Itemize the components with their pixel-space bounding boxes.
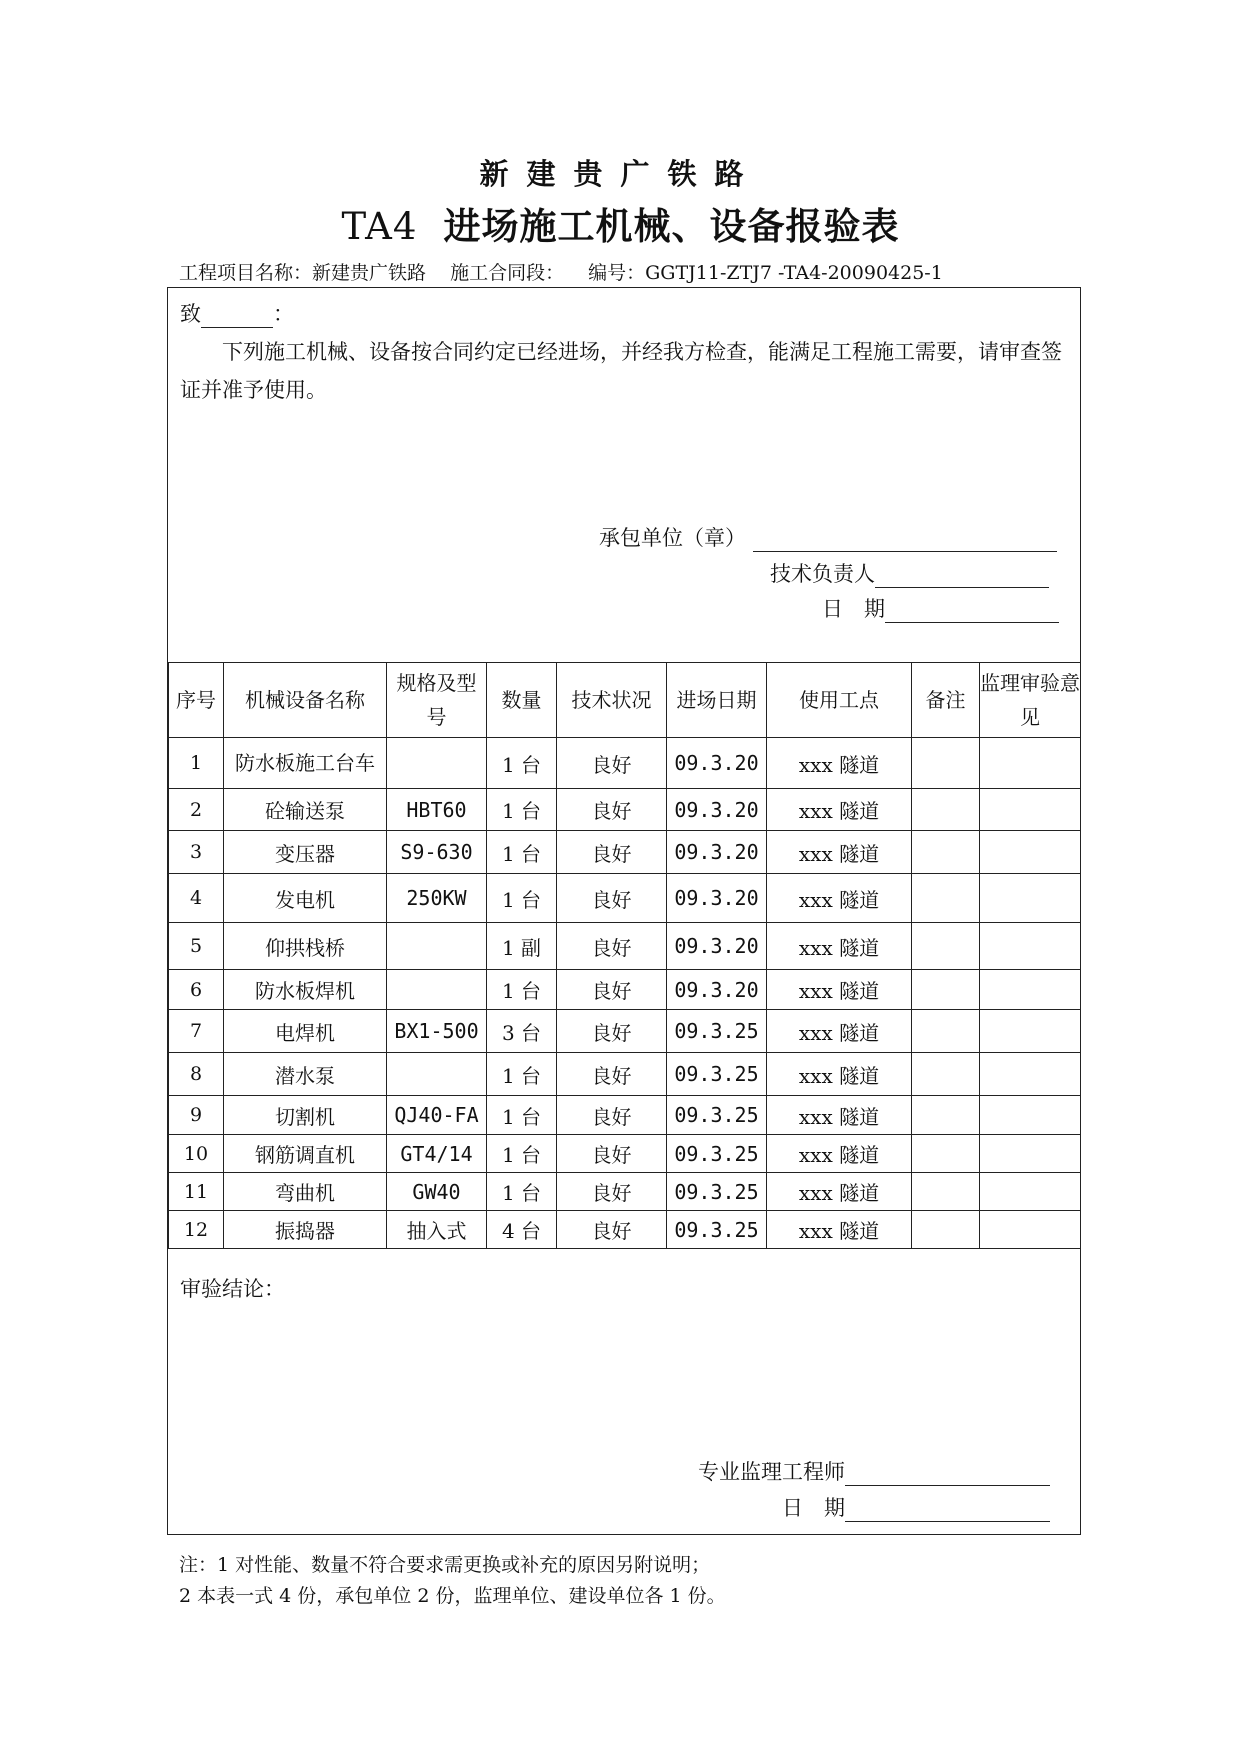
form-code: TA4 [341, 205, 418, 248]
cell-spec: QJ40-FA [387, 1096, 487, 1135]
table-row [169, 970, 1081, 1010]
cell-qty: 3 台 [487, 1010, 557, 1053]
cell-review[interactable] [980, 970, 1081, 1010]
cell-site: xxx 隧道 [767, 1211, 912, 1249]
project-info-line [179, 258, 1099, 285]
table-row [169, 789, 1081, 831]
form-title [0, 196, 1241, 250]
cell-status: 良好 [557, 1135, 667, 1173]
cell-name: 发电机 [224, 874, 387, 923]
application-date-line[interactable] [885, 600, 1059, 623]
form-number: 编号：GGTJ11-ZTJ7 -TA4-20090425-1 [588, 262, 943, 284]
review-date-line[interactable] [845, 1499, 1050, 1522]
cell-remarks[interactable] [912, 923, 980, 970]
cell-date: 09.3.25 [667, 1135, 767, 1173]
table-row [169, 874, 1081, 923]
cell-review[interactable] [980, 1173, 1081, 1211]
cell-site: xxx 隧道 [767, 1053, 912, 1096]
cell-status: 良好 [557, 1053, 667, 1096]
table-row [169, 1211, 1081, 1249]
header-date: 进场日期 [667, 663, 767, 738]
cell-spec: 250KW [387, 874, 487, 923]
application-date-label: 日 期 [822, 597, 885, 621]
cell-spec: GT4/14 [387, 1135, 487, 1173]
tech-lead-label: 技术负责人 [770, 562, 875, 586]
cell-status: 良好 [557, 1010, 667, 1053]
cell-remarks[interactable] [912, 831, 980, 874]
cell-name: 防水板焊机 [224, 970, 387, 1010]
application-date [822, 593, 1059, 623]
cell-qty: 1 台 [487, 1135, 557, 1173]
header-name: 机械设备名称 [224, 663, 387, 738]
cell-spec [387, 738, 487, 789]
railway-title: 新建贵广铁路 [479, 157, 762, 191]
header-spec: 规格及型号 [387, 663, 487, 738]
header-status: 技术状况 [557, 663, 667, 738]
cell-site: xxx 隧道 [767, 1010, 912, 1053]
cell-review[interactable] [980, 1211, 1081, 1249]
cell-name: 切割机 [224, 1096, 387, 1135]
review-conclusion-label: 审验结论： [180, 1277, 285, 1301]
engineer-signature-line[interactable] [845, 1463, 1050, 1486]
cell-remarks[interactable] [912, 789, 980, 831]
cell-site: xxx 隧道 [767, 923, 912, 970]
cell-no: 7 [169, 1010, 224, 1053]
cell-status: 良好 [557, 738, 667, 789]
tech-lead-signature-line[interactable] [875, 565, 1049, 588]
cell-qty: 1 台 [487, 874, 557, 923]
addressee-line [180, 298, 294, 328]
cell-date: 09.3.25 [667, 1010, 767, 1053]
table-row [169, 831, 1081, 874]
cell-no: 8 [169, 1053, 224, 1096]
cell-status: 良好 [557, 874, 667, 923]
cell-qty: 1 台 [487, 738, 557, 789]
cell-name: 钢筋调直机 [224, 1135, 387, 1173]
cell-review[interactable] [980, 738, 1081, 789]
header-seq: 序号 [169, 663, 224, 738]
cell-name: 电焊机 [224, 1010, 387, 1053]
cell-site: xxx 隧道 [767, 1096, 912, 1135]
cell-qty: 4 台 [487, 1211, 557, 1249]
cell-remarks[interactable] [912, 1211, 980, 1249]
cell-site: xxx 隧道 [767, 1135, 912, 1173]
header-site: 使用工点 [767, 663, 912, 738]
application-section [168, 288, 1080, 662]
cell-site: xxx 隧道 [767, 970, 912, 1010]
application-text: 下列施工机械、设备按合同约定已经进场，并经我方检查，能满足工程施工需要，请审查签证并准予使用。 [180, 340, 1062, 402]
cell-qty: 1 副 [487, 923, 557, 970]
cell-review[interactable] [980, 1010, 1081, 1053]
contractor-signature [599, 522, 1057, 552]
cell-date: 09.3.20 [667, 970, 767, 1010]
cell-remarks[interactable] [912, 1053, 980, 1096]
cell-review[interactable] [980, 1053, 1081, 1096]
cell-qty: 1 台 [487, 831, 557, 874]
cell-no: 9 [169, 1096, 224, 1135]
cell-no: 10 [169, 1135, 224, 1173]
table-row [169, 923, 1081, 970]
addressee-blank[interactable] [201, 307, 273, 328]
cell-no: 11 [169, 1173, 224, 1211]
cell-name: 砼输送泵 [224, 789, 387, 831]
cell-status: 良好 [557, 1211, 667, 1249]
cell-date: 09.3.25 [667, 1211, 767, 1249]
cell-review[interactable] [980, 789, 1081, 831]
cell-site: xxx 隧道 [767, 831, 912, 874]
cell-spec: 抽入式 [387, 1211, 487, 1249]
cell-date: 09.3.20 [667, 831, 767, 874]
review-date [782, 1492, 1050, 1522]
cell-status: 良好 [557, 923, 667, 970]
cell-remarks[interactable] [912, 1135, 980, 1173]
cell-spec [387, 970, 487, 1010]
table-header-row [169, 663, 1081, 738]
project-name: 工程项目名称：新建贵广铁路 [179, 262, 427, 284]
cell-status: 良好 [557, 1173, 667, 1211]
cell-status: 良好 [557, 831, 667, 874]
cell-name: 防水板施工台车 [224, 738, 387, 789]
cell-no: 5 [169, 923, 224, 970]
cell-review[interactable] [980, 1135, 1081, 1173]
header-qty: 数量 [487, 663, 557, 738]
review-date-label: 日 期 [782, 1496, 845, 1520]
header-review: 监理审验意见 [980, 663, 1081, 738]
cell-no: 2 [169, 789, 224, 831]
tech-lead-signature [770, 558, 1049, 588]
cell-date: 09.3.25 [667, 1096, 767, 1135]
cell-review[interactable] [980, 874, 1081, 923]
cell-name: 弯曲机 [224, 1173, 387, 1211]
cell-spec: S9-630 [387, 831, 487, 874]
cell-name: 仰拱栈桥 [224, 923, 387, 970]
cell-qty: 1 台 [487, 1096, 557, 1135]
cell-remarks[interactable] [912, 1010, 980, 1053]
equipment-table [168, 662, 1081, 1249]
form-frame [167, 287, 1081, 1535]
to-label: 致 [180, 302, 201, 326]
cell-status: 良好 [557, 789, 667, 831]
cell-qty: 1 台 [487, 1173, 557, 1211]
cell-no: 6 [169, 970, 224, 1010]
note-line-2: 2 本表一式 4 份，承包单位 2 份，监理单位、建设单位各 1 份。 [179, 1585, 726, 1607]
table-row [169, 1053, 1081, 1096]
cell-remarks[interactable] [912, 1173, 980, 1211]
contractor-label: 承包单位（章） [599, 526, 746, 550]
cell-spec [387, 1053, 487, 1096]
table-row [169, 1096, 1081, 1135]
cell-remarks[interactable] [912, 1096, 980, 1135]
header-remarks: 备注 [912, 663, 980, 738]
cell-review[interactable] [980, 1096, 1081, 1135]
cell-qty: 1 台 [487, 970, 557, 1010]
cell-site: xxx 隧道 [767, 738, 912, 789]
cell-spec: GW40 [387, 1173, 487, 1211]
to-suffix: ： [273, 302, 294, 326]
cell-review[interactable] [980, 831, 1081, 874]
cell-date: 09.3.20 [667, 923, 767, 970]
cell-date: 09.3.25 [667, 1173, 767, 1211]
cell-remarks[interactable] [912, 874, 980, 923]
form-title-text: 进场施工机械、设备报验表 [443, 204, 900, 248]
cell-review[interactable] [980, 923, 1081, 970]
cell-qty: 1 台 [487, 789, 557, 831]
cell-remarks[interactable] [912, 738, 980, 789]
cell-date: 09.3.20 [667, 789, 767, 831]
cell-spec: HBT60 [387, 789, 487, 831]
cell-spec [387, 923, 487, 970]
cell-no: 4 [169, 874, 224, 923]
cell-date: 09.3.20 [667, 738, 767, 789]
engineer-signature [698, 1456, 1050, 1486]
table-row [169, 1135, 1081, 1173]
cell-status: 良好 [557, 970, 667, 1010]
cell-site: xxx 隧道 [767, 789, 912, 831]
cell-no: 12 [169, 1211, 224, 1249]
cell-no: 3 [169, 831, 224, 874]
cell-status: 良好 [557, 1096, 667, 1135]
note-line-1: 注：1 对性能、数量不符合要求需更换或补充的原因另附说明； [179, 1554, 711, 1576]
cell-date: 09.3.25 [667, 1053, 767, 1096]
cell-name: 变压器 [224, 831, 387, 874]
cell-name: 潜水泵 [224, 1053, 387, 1096]
table-row [169, 1173, 1081, 1211]
cell-qty: 1 台 [487, 1053, 557, 1096]
contractor-signature-line[interactable] [753, 529, 1057, 552]
table-row [169, 738, 1081, 789]
cell-no: 1 [169, 738, 224, 789]
contract-section: 施工合同段： [450, 262, 565, 284]
cell-spec: BX1-500 [387, 1010, 487, 1053]
cell-remarks[interactable] [912, 970, 980, 1010]
cell-site: xxx 隧道 [767, 1173, 912, 1211]
engineer-label: 专业监理工程师 [698, 1460, 845, 1484]
cell-date: 09.3.20 [667, 874, 767, 923]
cell-site: xxx 隧道 [767, 874, 912, 923]
table-row [169, 1010, 1081, 1053]
cell-name: 振捣器 [224, 1211, 387, 1249]
